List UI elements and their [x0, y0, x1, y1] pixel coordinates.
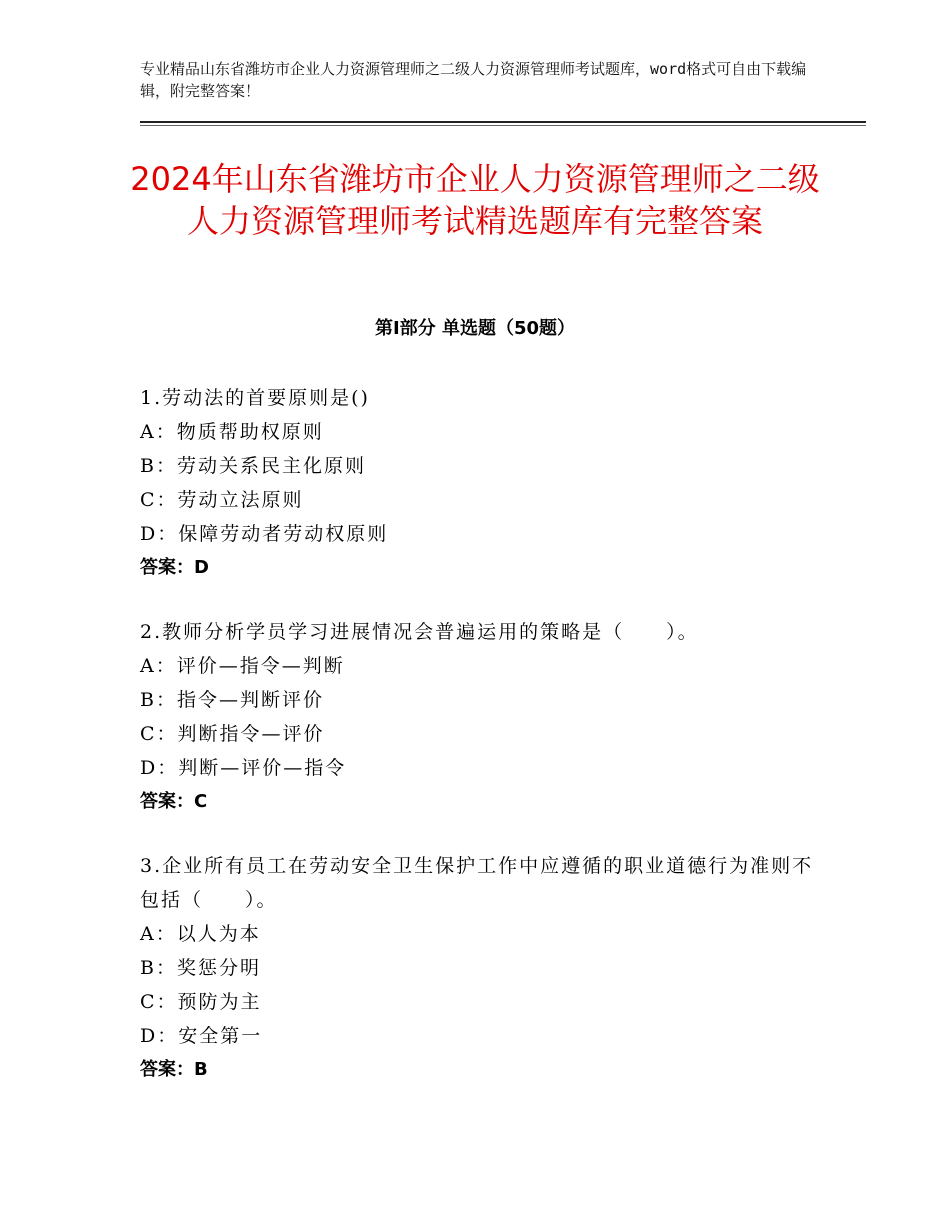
- answer: 答案：C: [140, 791, 208, 812]
- header-note: 专业精品山东省潍坊市企业人力资源管理师之二级人力资源管理师考试题库，word格式可自由下载编辑，附完整答案！: [140, 60, 807, 100]
- question-stem: 3.企业所有员工在劳动安全卫生保护工作中应遵循的职业道德行为准则不包括（ ）。: [140, 855, 814, 911]
- option-b: B：指令—判断评价: [140, 689, 324, 711]
- option-b: B：劳动关系民主化原则: [140, 455, 366, 477]
- answer: 答案：D: [140, 557, 209, 578]
- option-a: A：评价—指令—判断: [140, 655, 345, 677]
- section-title: 第Ⅰ部分 单选题（50题）: [374, 318, 575, 339]
- option-b: B：奖惩分明: [140, 957, 261, 979]
- option-d: D：保障劳动者劳动权原则: [140, 523, 389, 545]
- option-c: C：预防为主: [140, 991, 262, 1013]
- option-d: D：判断—评价—指令: [140, 757, 347, 779]
- question-stem: 2.教师分析学员学习进展情况会普遍运用的策略是（ ）。: [140, 621, 699, 643]
- option-c: C：劳动立法原则: [140, 489, 304, 511]
- document-title: 2024年山东省潍坊市企业人力资源管理师之二级人力资源管理师考试精选题库有完整答案: [130, 160, 820, 240]
- question-list: [140, 381, 820, 1117]
- option-c: C：判断指令—评价: [140, 723, 325, 745]
- option-a: A：以人为本: [140, 923, 261, 945]
- option-d: D：安全第一: [140, 1025, 263, 1047]
- answer: 答案：B: [140, 1059, 208, 1080]
- question-1: [140, 381, 820, 585]
- question-2: [140, 615, 820, 819]
- header-rule-thin: [140, 125, 866, 126]
- question-stem: 1.劳动法的首要原则是(): [140, 387, 370, 409]
- option-a: A：物质帮助权原则: [140, 421, 324, 443]
- header-rule: [140, 121, 866, 123]
- question-3: [140, 849, 820, 1087]
